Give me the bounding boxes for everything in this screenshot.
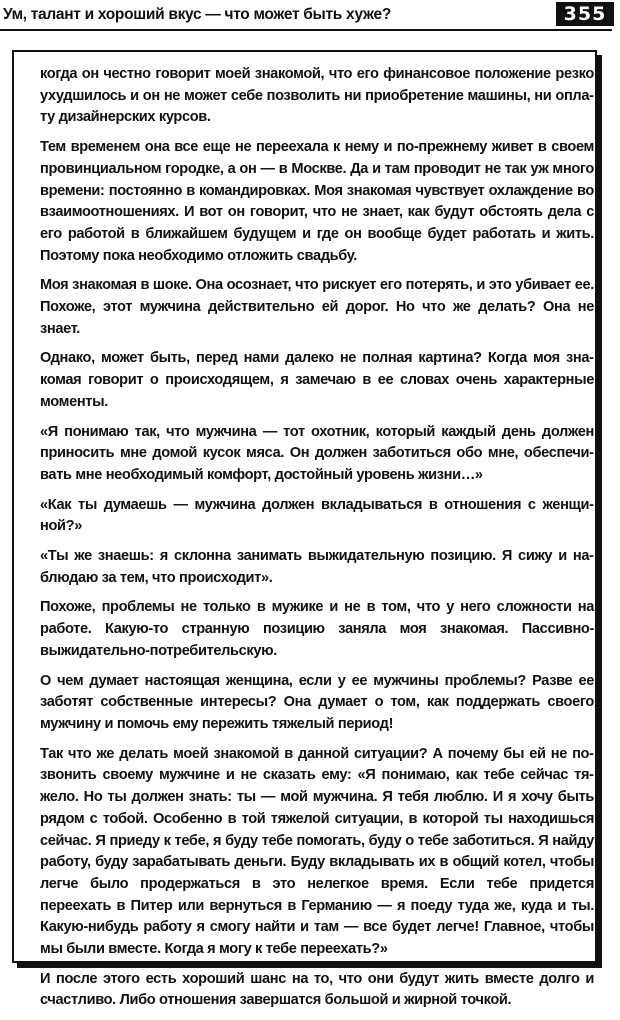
header-rule — [0, 29, 612, 31]
paragraph: Моя знакомая в шоке. Она осознает, что рискует его потерять, и это убивает ее. Похоже, этот мужчина действительно ей дорог. Но что же делать? Она не знает. — [40, 277, 594, 337]
paragraph: Однако, может быть, перед нами далеко не полная картина? Когда моя знакомая говорит о происходящем, я замечаю в ее словах очень характерные моменты. — [40, 350, 594, 410]
page-number: 355 — [556, 2, 614, 26]
paragraph: О чем думает настоящая женщина, если у ее мужчины проблемы? Разве ее заботят собственные интересы? Она думает о том, как поддержать своего мужчину и помочь ему пережить тяжелый период! — [40, 672, 594, 732]
paragraph: «Ты же знаешь: я склонна занимать выжидательную позицию. Я сижу и наблюдаю за тем, что происходит». — [40, 548, 594, 586]
paragraph: «Я понимаю так, что мужчина — тот охотник, который каждый день должен приносить мне домой кусок мяса. Он должен заботиться обо мне, обеспечивать мне необходимый комфорт, достойный уровень жизни…» — [40, 423, 594, 483]
body-text — [40, 64, 594, 1020]
paragraph: Похоже, проблемы не только в мужике и не в том, что у него сложности на работе. Какую-то странную позицию заняла моя знакомая. Пассивно-выжидательно-потребительскую. — [40, 599, 594, 659]
running-title: Ум, талант и хороший вкус — что может быть хуже? — [3, 6, 392, 23]
paragraph: Так что же делать моей знакомой в данной ситуации? А почему бы ей не позвонить своему мужчине и не сказать ему: «Я понимаю, как тебе сейчас тяжело. Но ты должен знать: ты — мой мужчина. Я тебя люблю. И я хочу быть рядом с тобой. Особенно в той тяжелой ситуации, в которой ты находишься сейчас. Я приеду к тебе, я буду тебе помогать, буду о тебе заботиться. Я найду работу, буду зарабатывать деньги. Буду вкладывать их в общий котел, чтобы легче было продержаться в это нелегкое время. Если тебе придется переехать в Питер или вернуться в Германию — я поеду туда же, куда и ты. Какую-нибудь работу я смогу найти и там — все будет легче! Главное, чтобы мы были вместе. Когда я могу к тебе переехать?» — [40, 745, 594, 958]
paragraph: «Как ты думаешь — мужчина должен вкладываться в отношения с женщиной?» — [40, 496, 594, 535]
paragraph: Тем временем она все еще не переехала к нему и по-прежнему живет в своем провинциальном городке, а он — в Москве. Да и там проводит не так уж много времени: постоянно в командировках. Моя знакомая чувствует охлаждение во взаимоотношениях. И вот он говорит, что не знает, как будут обстоять дела с его работой в ближайшем будущем и где он вообще будет работать и жить. Поэтому пока необходимо отложить свадьбу. — [40, 139, 594, 264]
paragraph: И после этого есть хороший шанс на то, что они будут жить вместе долго и счастливо. Либо отношения завершатся большой и жирной точкой. — [40, 970, 594, 1009]
paragraph: когда он честно говорит моей знакомой, что его финансовое положение резко ухудшилось и он не может себе позволить ни приобретение машины, ни оплату дизайнерских курсов. — [40, 66, 594, 126]
page-header — [0, 0, 620, 34]
